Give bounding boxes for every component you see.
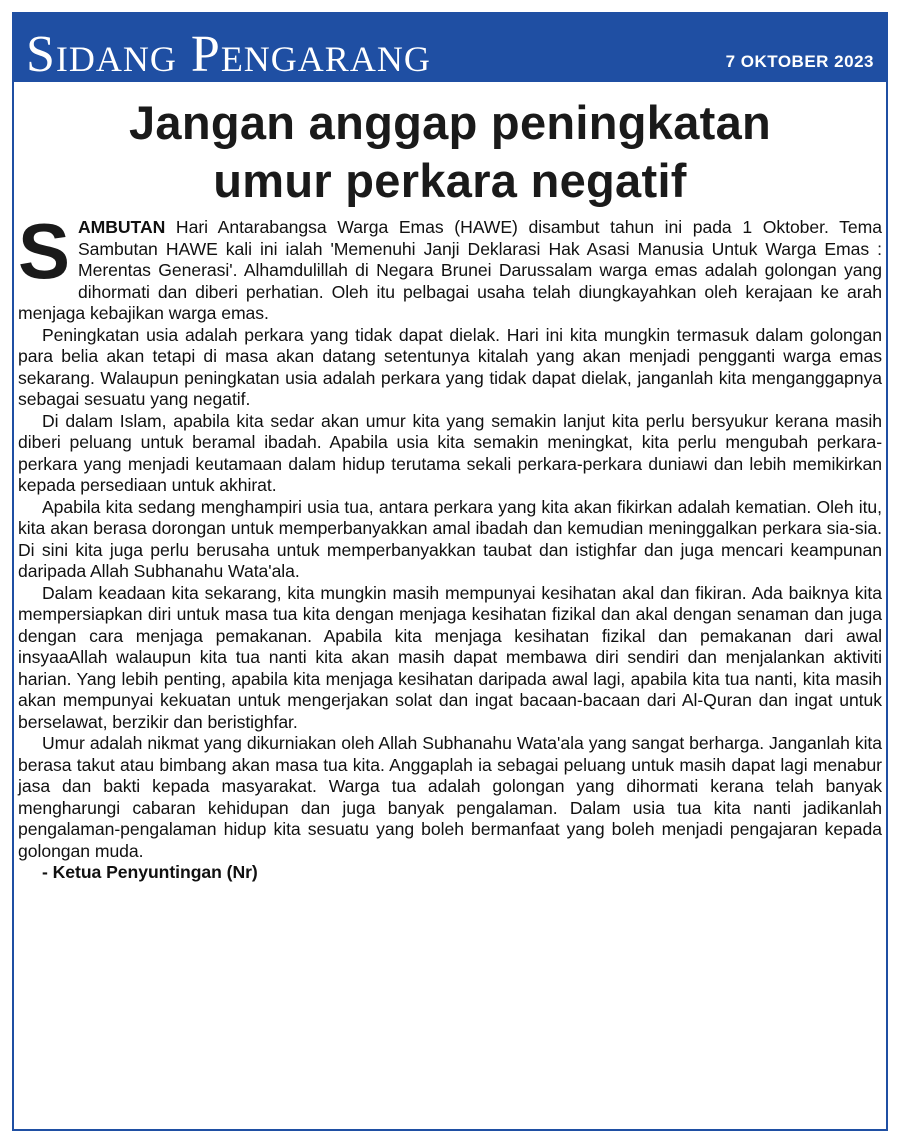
headline-line-2: umur perkara negatif xyxy=(213,154,687,207)
lead-word: AMBUTAN xyxy=(77,217,166,237)
paragraph: Apabila kita sedang menghampiri usia tua, antara perkara yang kita akan fikirkan adalah kematian. Oleh itu, kita akan berasa dorongan untuk memperbanyakkan amal ibadah dan kemudian meninggalkan perkara sia-sia. Di sini kita juga perlu berusaha untuk memperbanyakkan taubat dan istighfar dan juga mencari keampunan daripada Allah Subhanahu Wata'ala. xyxy=(18,496,882,581)
paragraph: Umur adalah nikmat yang dikurniakan oleh Allah Subhanahu Wata'ala yang sangat berharga. Janganlah kita berasa takut atau bimbang akan masa tua kita. Anggaplah ia sebagai peluang untuk masih dapat lagi menabur jasa dan bakti kepada masyarakat. Warga tua adalah golongan yang dihormati kerana telah banyak mengharungi cabaran kehidupan dan juga banyak pengalaman. Dalam usia tua kita nanti jadikanlah pengalaman-pengalaman hidup kita sesuatu yang boleh bermanfaat yang boleh menjadi pengajaran kepada golongan muda. xyxy=(18,733,882,861)
author-signature: - Ketua Penyuntingan (Nr) xyxy=(42,862,258,882)
article-body xyxy=(18,207,882,884)
lead-paragraph xyxy=(18,207,882,325)
publication-date: 7 OKTOBER 2023 xyxy=(725,52,874,71)
paragraph: Di dalam Islam, apabila kita sedar akan umur kita yang semakin lanjut kita perlu bersyukur kerana masih diberi peluang untuk beramal ibadah. Apabila usia kita semakin meningkat, kita perlu mengubah perkara-perkara yang menjadi keutamaan dalam hidup terutama sekali perkara-perkara duniawi dan lebih memikirkan kepada persediaan untuk akhirat. xyxy=(18,410,882,495)
headline xyxy=(10,94,890,210)
section-banner xyxy=(14,14,886,82)
headline-line-1: Jangan anggap peningkatan xyxy=(128,96,772,149)
paragraph: Peningkatan usia adalah perkara yang tidak dapat dielak. Hari ini kita mungkin termasuk dalam golongan para belia akan tetapi di masa akan datang setentunya kitalah yang akan menjadi pengganti warga emas sekarang. Walaupun peningkatan usia adalah perkara yang tidak dapat dielak, janganlah kita menganggapnya sebagai sesuatu yang negatif. xyxy=(18,324,882,409)
drop-cap: S xyxy=(18,207,70,295)
lead-text: Hari Antarabangsa Warga Emas (HAWE) disambut tahun ini pada 1 Oktober. Tema Sambutan HAWE kali ini ialah 'Memenuhi Janji Deklarasi Hak Asasi Manusia Untuk Warga Emas : Merentas Generasi'. Alhamdulillah di Negara Brunei Darussalam warga emas adalah golongan yang dihormati dan diberi perhatian. Oleh itu pelbagai usaha telah diungkayahkan oleh kerajaan ke arah menjaga kebajikan warga emas. xyxy=(18,217,882,323)
section-title: Sidang Pengarang xyxy=(26,26,431,82)
paragraph: Dalam keadaan kita sekarang, kita mungkin masih mempunyai kesihatan akal dan fikiran. Ada baiknya kita mempersiapkan diri untuk masa tua kita dengan menjaga kesihatan fizikal dan akal dengan senaman dan juga dengan cara menjaga pemakanan. Apabila kita menjaga kesihatan fizikal dan pemakanan dari awal insyaaAllah walaupun kita tua nanti kita akan masih dapat membawa diri sendiri dan menjalankan aktiviti harian. Yang lebih penting, apabila kita menjaga kesihatan daripada awal lagi, apabila kita tua nanti, kita masih akan mempunyai kekuatan untuk mengerjakan solat dan ingat bacaan-bacaan dari Al-Quran dan ingat untuk berselawat, berzikir dan beristighfar. xyxy=(18,582,882,732)
